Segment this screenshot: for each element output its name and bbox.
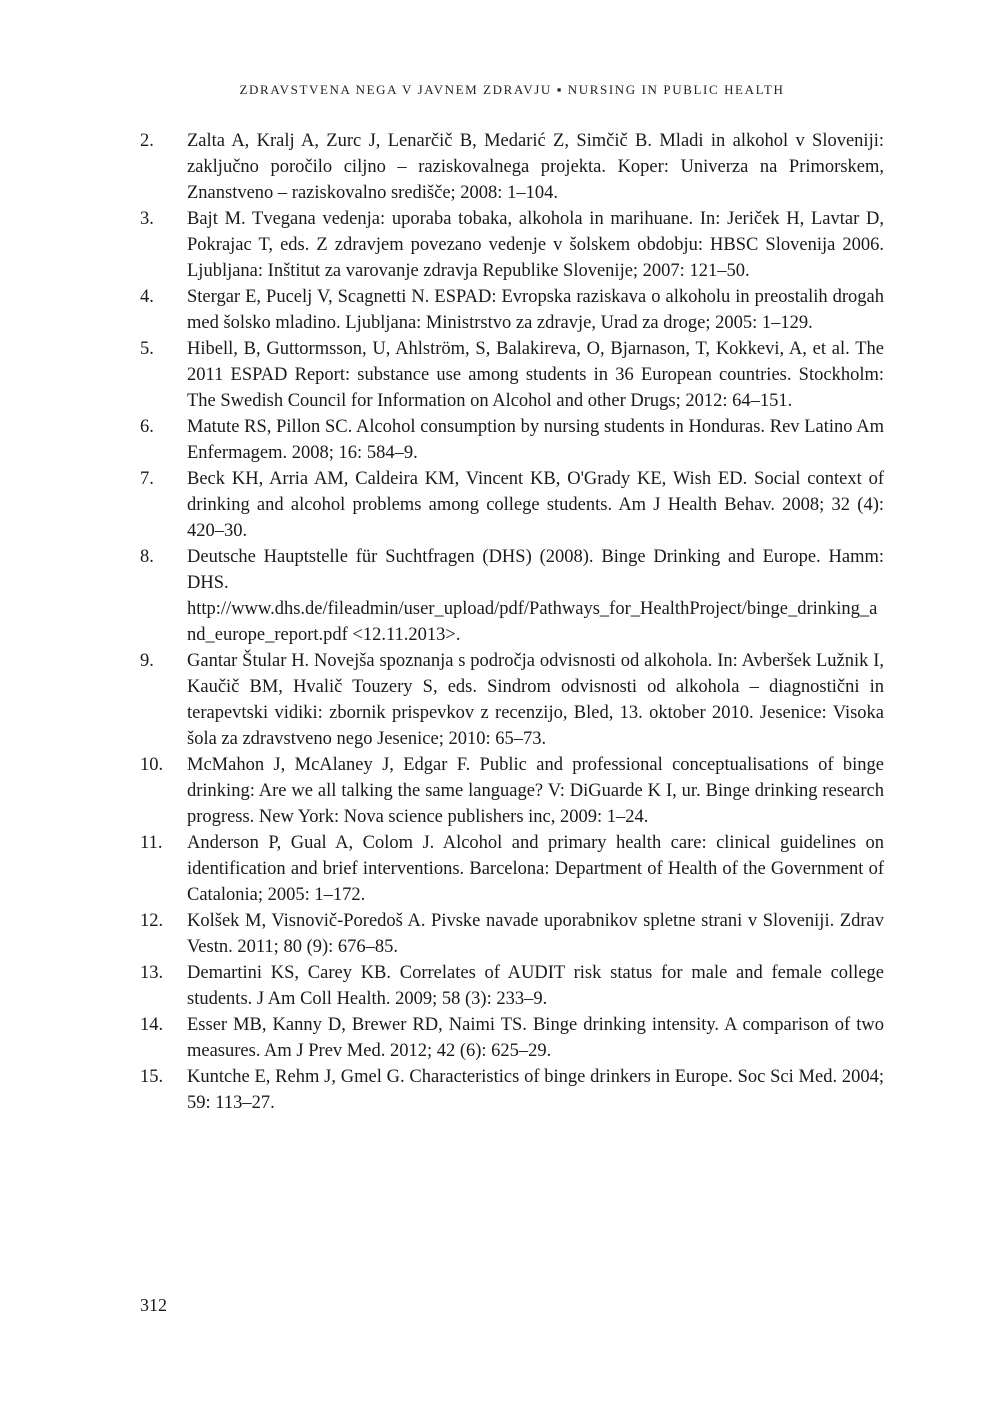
page-number: 312 [140,1295,167,1315]
reference-text: McMahon J, McAlaney J, Edgar F. Public and professional conceptualisations of binge drinking: Are we all talking the same language? V: DiGuarde K I, ur. Binge drinking research progress. New York: Nova science publishers inc, 2009: 1–24. [187,755,884,827]
reference-text: Kolšek M, Visnovič-Poredoš A. Pivske navade uporabnikov spletne strani v Sloveniji. Zdrav Vestn. 2011; 80 (9): 676–85. [187,911,884,957]
reference-number: 2. [140,131,154,151]
reference-number: 15. [140,1067,164,1087]
reference-number: 8. [140,547,154,567]
reference-item [140,960,884,1012]
reference-item [140,206,884,284]
reference-item [140,908,884,960]
reference-item [140,1064,884,1116]
reference-item [140,648,884,752]
reference-number: 6. [140,417,154,437]
reference-number: 7. [140,469,154,489]
reference-text: Demartini KS, Carey KB. Correlates of AUDIT risk status for male and female college students. J Am Coll Health. 2009; 58 (3): 233–9. [187,963,884,1009]
reference-text: Kuntche E, Rehm J, Gmel G. Characteristics of binge drinkers in Europe. Soc Sci Med. 2004; 59: 113–27. [187,1067,884,1113]
reference-text: Anderson P, Gual A, Colom J. Alcohol and primary health care: clinical guidelines on identification and brief interventions. Barcelona: Department of Health of the Government of Catalonia; 2005: 1–172. [187,833,884,905]
reference-item [140,830,884,908]
reference-item [140,414,884,466]
reference-item [140,128,884,206]
reference-text: Hibell, B, Guttormsson, U, Ahlström, S, Balakireva, O, Bjarnason, T, Kokkevi, A, et al. The 2011 ESPAD Report: substance use among students in 36 European countries. Stockholm: The Swedish Council for Information on Alcohol and other Drugs; 2012: 64–151. [187,339,884,411]
reference-text: Bajt M. Tvegana vedenja: uporaba tobaka, alkohola in marihuane. In: Jeriček H, Lavtar D, Pokrajac T, eds. Z zdravjem povezano vedenje v šolskem obdobju: HBSC Slovenija 2006. Ljubljana: Inštitut za varovanje zdravja Republike Slovenije; 2007: 121–50. [187,209,884,281]
reference-text: Gantar Štular H. Novejša spoznanja s področja odvisnosti od alkohola. In: Avberšek Lužnik I, Kaučič BM, Hvalič Touzery S, eds. Sindrom odvisnosti od alkohola – diagnostični in terapevtski vidiki: zbornik prispevkov z recenzijo, Bled, 13. oktober 2010. Jesenice: Visoka šola za zdravstveno nego Jesenice; 2010: 65–73. [187,651,884,749]
reference-number: 12. [140,911,164,931]
reference-item [140,336,884,414]
reference-item [140,284,884,336]
reference-text: Zalta A, Kralj A, Zurc J, Lenarčič B, Medarić Z, Simčič B. Mladi in alkohol v Sloveniji: zaključno poročilo ciljno – raziskovalnega projekta. Koper: Univerza na Primorskem, Znanstveno – raziskovalno središče; 2008: 1–104. [187,131,884,203]
reference-text: Stergar E, Pucelj V, Scagnetti N. ESPAD: Evropska raziskava o alkoholu in preostalih drogah med šolsko mladino. Ljubljana: Ministrstvo za zdravje, Urad za droge; 2005: 1–129. [187,287,884,333]
reference-item [140,1012,884,1064]
reference-text: Deutsche Hauptstelle für Suchtfragen (DHS) (2008). Binge Drinking and Europe. Hamm: DHS. http://www.dhs.de/fileadmin/user_upload/pdf/Pathways_for_HealthProject/binge_drinking_and_europe_report.pdf <12.11.2013>. [187,547,884,645]
reference-number: 14. [140,1015,164,1035]
reference-number: 10. [140,755,164,775]
reference-number: 9. [140,651,154,671]
reference-number: 5. [140,339,154,359]
reference-number: 3. [140,209,154,229]
reference-text: Esser MB, Kanny D, Brewer RD, Naimi TS. Binge drinking intensity. A comparison of two measures. Am J Prev Med. 2012; 42 (6): 625–29. [187,1015,884,1061]
reference-text: Matute RS, Pillon SC. Alcohol consumption by nursing students in Honduras. Rev Latino Am Enfermagem. 2008; 16: 584–9. [187,417,884,463]
reference-number: 11. [140,833,163,853]
reference-text: Beck KH, Arria AM, Caldeira KM, Vincent KB, O'Grady KE, Wish ED. Social context of drinking and alcohol problems among college students. Am J Health Behav. 2008; 32 (4): 420–30. [187,469,884,541]
reference-list [140,128,884,1116]
reference-item [140,752,884,830]
reference-number: 13. [140,963,164,983]
reference-item [140,466,884,544]
running-header: ZDRAVSTVENA NEGA V JAVNEM ZDRAVJU ▪ NURSING IN PUBLIC HEALTH [239,82,785,97]
reference-item [140,544,884,648]
reference-number: 4. [140,287,154,307]
